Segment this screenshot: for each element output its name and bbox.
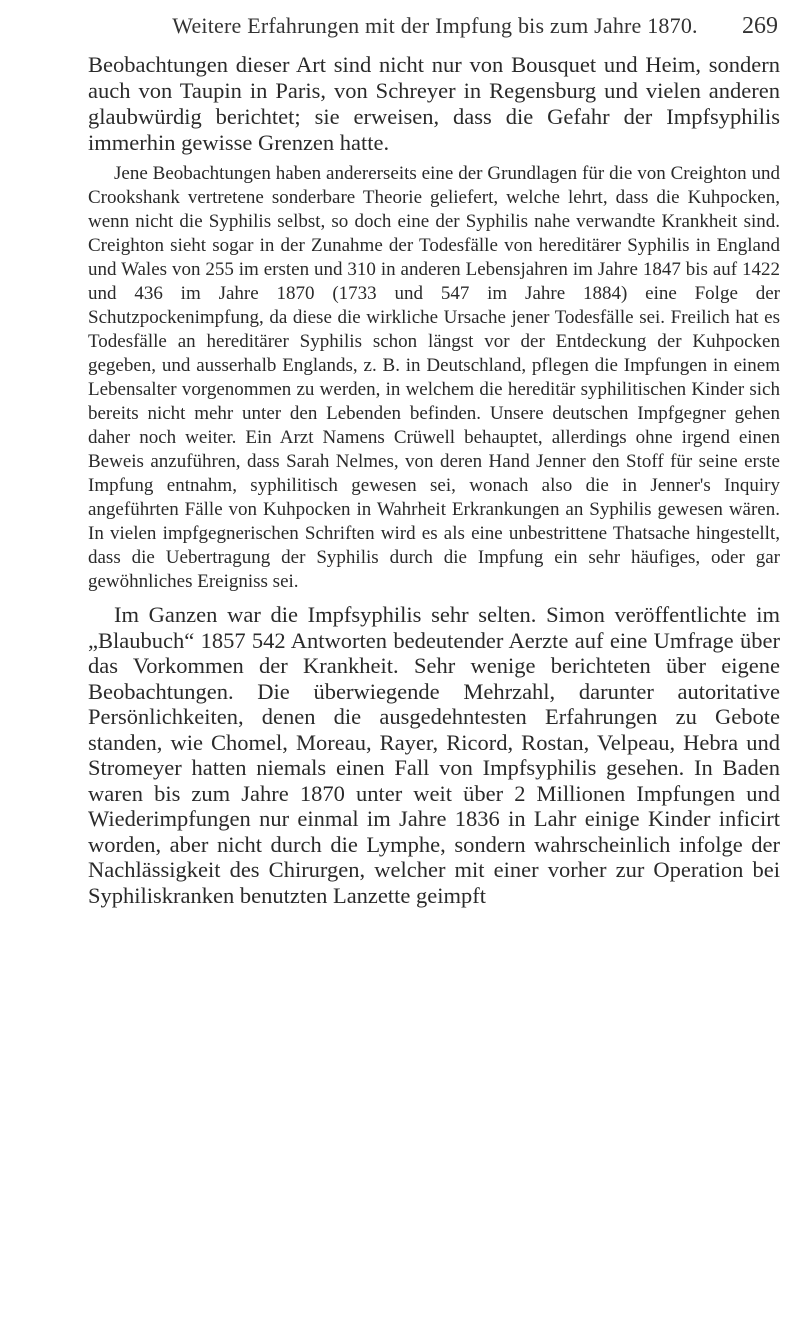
chapter-title: Weitere Erfahrungen mit der Impfung bis zum Jahre 1870.: [172, 13, 698, 38]
paragraph-3: Im Ganzen war die Impfsyphilis sehr selten. Simon veröffentlichte im „Blaubuch“ 1857 542 Antworten bedeutender Aerzte auf eine Umfrage über das Vorkommen der Krankheit. Sehr wenige berichteten über eigene Beobachtungen. Die überwiegende Mehrzahl, darunter autoritative Persönlichkeiten, denen die ausgedehntesten Erfahrungen zu Gebote standen, wie Chomel, Moreau, Rayer, Ricord, Rostan, Velpeau, Hebra und Stromeyer hatten niemals einen Fall von Impfsyphilis gesehen. In Baden waren bis zum Jahre 1870 unter weit über 2 Millionen Impfungen und Wiederimpfungen nur einmal im Jahre 1836 in Lahr einige Kinder inficirt worden, aber nicht durch die Lymphe, sondern wahrscheinlich infolge der Nachlässigkeit des Chirurgen, welcher mit einer vorher zur Operation bei Syphiliskranken benutzten Lanzette geimpft: [88, 602, 780, 908]
paragraph-2: Jene Beobachtungen haben andererseits eine der Grundlagen für die von Creighton und Crookshank vertretene sonderbare Theorie geliefert, welche lehrt, dass die Kuhpocken, wenn nicht die Syphilis selbst, so doch eine der Syphilis nahe verwandte Krankheit sind. Creighton sieht sogar in der Zunahme der Todesfälle von hereditärer Syphilis in England und Wales von 255 im ersten und 310 in anderen Lebensjahren im Jahre 1847 bis auf 1422 und 436 im Jahre 1870 (1733 und 547 im Jahre 1884) eine Folge der Schutzpockenimpfung, da diese die wirkliche Ursache jener Todesfälle sei. Freilich hat es Todesfälle an hereditärer Syphilis schon längst vor der Entdeckung der Kuhpocken gegeben, und ausserhalb Englands, z. B. in Deutschland, pflegen die Impfungen in einem Lebensalter vorgenommen zu werden, in welchem die hereditär syphilitischen Kinder sich bereits nicht mehr unter den Lebenden befinden. Unsere deutschen Impfgegner gehen daher noch weiter. Ein Arzt Namens Crüwell behauptet, allerdings ohne irgend einen Beweis anzuführen, dass Sarah Nelmes, von deren Hand Jenner den Stoff für seine erste Impfung entnahm, syphilitisch gewesen sei, wonach also die in Jenner's Inquiry angeführten Fälle von Kuhpocken in Wahrheit Erkrankungen an Syphilis gewesen wären. In vielen impfgegnerischen Schriften wird es als eine unbestrittene Thatsache hingestellt, dass die Uebertragung der Syphilis durch die Impfung ein sehr häufiges, oder gar gewöhnliches Ereigniss sei.: [88, 163, 780, 592]
running-header: [88, 6, 780, 46]
paragraph-1: Beobachtungen dieser Art sind nicht nur von Bousquet und Heim, sondern auch von Taupin in Paris, von Schreyer in Regensburg und vielen anderen glaubwürdig berichtet; sie erweisen, dass die Gefahr der Impfsyphilis immerhin gewisse Grenzen hatte.: [88, 52, 780, 155]
page-number: 269: [742, 12, 778, 39]
body-text: [88, 52, 780, 908]
book-page: [88, 0, 780, 1344]
